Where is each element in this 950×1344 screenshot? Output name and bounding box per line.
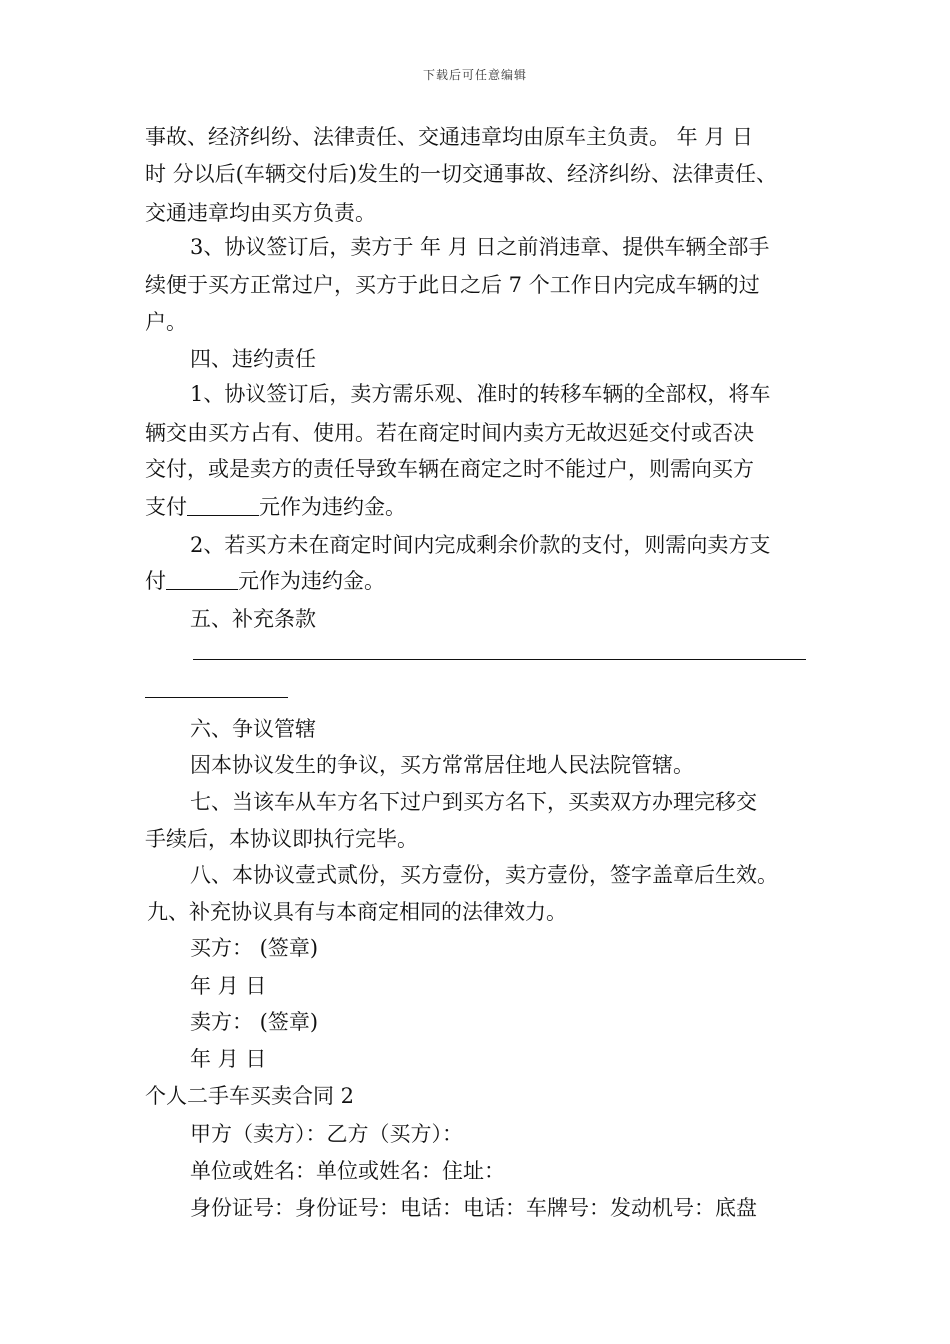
penalty-prefix: 付 [145,569,166,593]
text-line: 续便于买方正常过户，买方于此日之后 7 个工作日内完成车辆的过 [145,273,760,297]
text-line: 1、协议签订后，卖方需乐观、准时的转移车辆的全部权，将车 [190,382,771,406]
text-line: 八、本协议壹式贰份，买方壹份，卖方壹份，签字盖章后生效。 [190,863,778,887]
section-heading: 六、争议管辖 [190,717,316,741]
section-heading: 五、补充条款 [190,607,316,631]
text-line: 甲方（卖方）：乙方（买方）： [190,1122,463,1146]
date-line: 年 月 日 [190,1047,267,1071]
amount-blank [187,495,259,516]
date-line: 年 月 日 [190,974,267,998]
text-line: 3、协议签订后，卖方于 年 月 日之前消违章、提供车辆全部手 [190,235,770,259]
penalty-line-1 [145,494,406,520]
signature-line: 买方： (签章) [190,936,319,960]
penalty-prefix: 支付 [145,495,187,519]
text-line: 手续后，本协议即执行完毕。 [145,827,418,851]
penalty-suffix: 元作为违约金。 [259,495,406,519]
text-line: 身份证号：身份证号：电话：电话：车牌号：发动机号：底盘 [190,1196,757,1220]
text-line: 辆交由买方占有、使用。若在商定时间内卖方无故迟延交付或否决 [145,421,754,445]
blank-rule [193,659,806,660]
text-line: 七、当该车从车方名下过户到买方名下，买卖双方办理完移交 [190,790,757,814]
section-heading: 四、违约责任 [190,347,316,371]
contract-title: 个人二手车买卖合同 2 [145,1084,355,1108]
penalty-line-2 [145,568,385,594]
text-line: 单位或姓名：单位或姓名：住址： [190,1159,505,1183]
text-line: 户。 [145,310,187,334]
text-line: 因本协议发生的争议，买方常常居住地人民法院管辖。 [190,753,694,777]
text-line: 交通违章均由买方负责。 [145,201,376,225]
page-header: 下载后可任意编辑 [422,68,527,82]
blank-rule [145,697,288,698]
text-line: 九、补充协议具有与本商定相同的法律效力。 [147,900,567,924]
text-line: 2、若买方未在商定时间内完成剩余价款的支付，则需向卖方支 [190,533,771,557]
text-line: 交付，或是卖方的责任导致车辆在商定之时不能过户，则需向买方 [145,457,754,481]
text-line: 时 分以后(车辆交付后)发生的一切交通事故、经济纠纷、法律责任、 [145,162,778,186]
text-line: 事故、经济纠纷、法律责任、交通违章均由原车主负责。 年 月 日 [145,125,754,149]
amount-blank [166,569,238,590]
penalty-suffix: 元作为违约金。 [238,569,385,593]
signature-line: 卖方： (签章) [190,1010,319,1034]
